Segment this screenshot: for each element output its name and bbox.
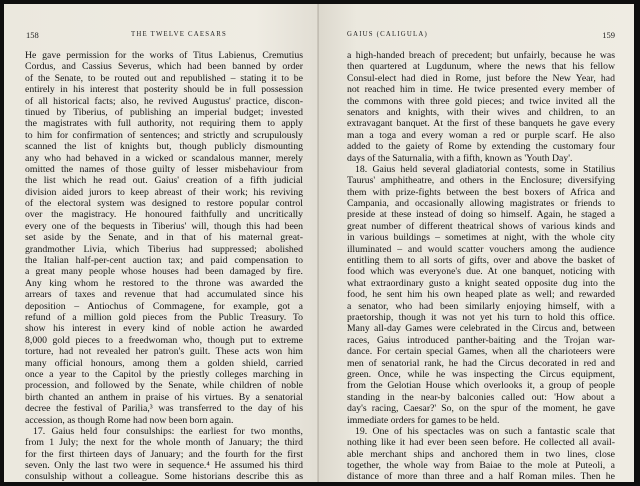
right-running-head: GAIUS (CALIGULA) bbox=[347, 31, 428, 38]
text-line: tinued by Tiberius, of publishing an imperial budget; invested bbox=[25, 106, 303, 118]
text-line: Consul-elect had died in Rome, just before the New Year, had bbox=[347, 72, 615, 84]
text-line: refund of a million gold pieces from the Public Treasury. To bbox=[25, 311, 303, 323]
text-line: the commons with three gold pieces; and twice invited all the bbox=[347, 95, 615, 107]
left-page bbox=[4, 4, 319, 482]
text-line: division aided jurors to keep abreast of their work; his reviving bbox=[25, 186, 303, 198]
text-line: men of senatorial rank, he had the Circus decorated in red and bbox=[347, 357, 615, 369]
text-line: deposition – Antiochus of Commagene, for example, got a bbox=[25, 300, 303, 312]
text-line: days of the Saturnalia, with a fifth, known as 'Youth Day'. bbox=[347, 152, 573, 164]
text-line: scanned the list of knights but, though publicly dismounting bbox=[25, 141, 303, 153]
text-line: from the Gelotian House which overlooks it, a group of people bbox=[347, 380, 615, 392]
right-page bbox=[319, 4, 634, 482]
text-line: man a toga and every woman a red or purple scarf. He also bbox=[347, 129, 615, 141]
text-line: in various buildings – sometimes at night, with the whole city bbox=[347, 232, 615, 244]
text-line: preside at these instead of doing so himself. Again, he staged a bbox=[347, 209, 615, 221]
text-line: then quartered at Lugdunum, where the news that his fellow bbox=[347, 61, 615, 73]
text-line: omitted the names of those guilty of lesser misbehaviour from bbox=[25, 163, 303, 175]
text-line: the list which he read out. Gaius' creation of a fifth judicial bbox=[25, 175, 303, 187]
text-line: standing in the near-by balconies called out: 'How about a bbox=[347, 391, 615, 403]
text-line: extravagant banquet. At the first of these banquets he gave every bbox=[347, 118, 615, 130]
text-line: 17. Gaius held four consulships: the earliest for two months, bbox=[33, 425, 303, 437]
text-line: of all historical facts; also, he revived Augustus' practice, discon- bbox=[25, 95, 303, 107]
text-line: the Italian half-per-cent auction tax; and paid compensation to bbox=[25, 255, 303, 267]
text-line: entitling them to all sorts of gifts, over and above the basket of bbox=[347, 255, 615, 267]
text-line: day's racing, Caesar?' So, on the spur of the moment, he gave bbox=[347, 403, 615, 415]
text-line: not reached him in time. He twice presented every member of bbox=[347, 84, 615, 96]
text-line: consulship without a colleague. Some historians describe this as bbox=[25, 471, 303, 482]
text-line: them with prize-fights between the best boxers of Africa and bbox=[347, 186, 615, 198]
text-line: great number of different theatrical shows of various kinds and bbox=[347, 220, 615, 232]
text-line: dance. For certain special Games, when all the charioteers were bbox=[347, 346, 615, 358]
text-line: together, the whole way from Baiae to the mole at Puteoli, a bbox=[347, 460, 615, 472]
text-line: over the magistracy. He honoured faithfully and uncritically bbox=[25, 209, 303, 221]
text-line: torture, had not revealed her patron's guilt. These acts won him bbox=[25, 346, 303, 358]
text-line: set aside by the Senate, and in that of his maternal great- bbox=[25, 232, 303, 244]
left-running-head: THE TWELVE CAESARS bbox=[131, 31, 227, 38]
text-line: 8,000 gold pieces to a freedwoman who, though put to extreme bbox=[25, 334, 303, 346]
text-line: food which was everyone's due. At one banquet, noticing with bbox=[347, 266, 615, 278]
text-line: immediate orders for games to be held. bbox=[347, 414, 500, 426]
text-line: green. Once, while he was inspecting the Circus equipment, bbox=[347, 368, 615, 380]
text-line: 19. One of his spectacles was on such a fantastic scale that bbox=[355, 425, 615, 437]
text-line: birth chanted an anthem in praise of his virtues. By a senatorial bbox=[25, 391, 303, 403]
text-line: once a year to the Capitol by the priestly colleges marching in bbox=[25, 368, 303, 380]
text-line: the magistrates with full authority, not requiring them to apply bbox=[25, 118, 303, 130]
text-line: procession, and followed by the Senate, while children of noble bbox=[25, 380, 303, 392]
text-line: what extraordinary gusto a knight seated opposite dug into the bbox=[347, 277, 615, 289]
book-spread bbox=[4, 4, 634, 482]
text-line: entirely in his interest that posterity should be in full possession bbox=[25, 84, 303, 96]
text-line: races, Gaius introduced panther-baiting and the Trojan war- bbox=[347, 334, 615, 346]
text-line: able merchant ships and anchored them in two lines, close bbox=[347, 448, 615, 460]
text-line: nothing like it had ever been seen before. He collected all avail- bbox=[347, 437, 615, 449]
text-line: of the Senate, to be routed out and republished – stating it to be bbox=[25, 72, 303, 84]
text-line: illuminated – and would scatter vouchers among the audience bbox=[347, 243, 615, 255]
text-line: any who had behaved in a wicked or scandalous manner, merely bbox=[25, 152, 303, 164]
text-line: Any king whom he restored to the throne was awarded the bbox=[25, 277, 303, 289]
text-line: food, he sent him his own heaped plate as well; and rewarded bbox=[347, 289, 615, 301]
text-line: grandmother Livia, which Tiberius had suppressed; abolished bbox=[25, 243, 303, 255]
text-line: Many all-day Games were celebrated in the Circus and, between bbox=[347, 323, 615, 335]
text-line: accession, as though Rome had now been born again. bbox=[25, 414, 234, 426]
text-line: a senator, who had been similarly enjoying himself, with a bbox=[347, 300, 615, 312]
text-line: 18. Gaius held several gladiatorial contests, some in Statilius bbox=[355, 163, 615, 175]
text-line: arrears of taxes and revenue that had accumulated since his bbox=[25, 289, 303, 301]
text-line: of the electoral system was designed to restore popular control bbox=[25, 198, 303, 210]
right-page-number: 159 bbox=[602, 30, 615, 40]
text-line: a high-handed breach of precedent; but unfairly, because he was bbox=[347, 50, 615, 61]
text-line: to him for confirmation of sentences; and strictly and scrupulously bbox=[25, 129, 303, 141]
text-line: show his interest in every kind of noble action he awarded bbox=[25, 323, 303, 335]
text-line: Cordus, and Cassius Severus, which had been banned by order bbox=[25, 61, 303, 73]
right-page-text bbox=[347, 50, 615, 482]
text-line: a great many people whose houses had been damaged by fire. bbox=[25, 266, 303, 278]
text-line: decree the festival of Parilia,³ was transferred to the day of his bbox=[25, 403, 303, 415]
left-page-text bbox=[25, 50, 303, 482]
text-line: many official honours, among them a golden shield, carried bbox=[25, 357, 303, 369]
text-line: praetorship, though it was not yet his turn to hold this office. bbox=[347, 311, 615, 323]
text-line: seven. Only the last two were in sequence.⁴ He assumed his third bbox=[25, 460, 303, 472]
text-line: distance of more than three and a half Roman miles. Then he bbox=[347, 471, 615, 482]
text-line: for the first thirteen days of January; and the fourth for the first bbox=[25, 448, 303, 460]
text-line: added to the gaiety of Rome by extending the customary four bbox=[347, 141, 615, 153]
left-page-number: 158 bbox=[26, 30, 39, 40]
text-line: senators and knights, with their wives and children, to an bbox=[347, 106, 615, 118]
text-line: every one of the bequests in Tiberius' will, though this had been bbox=[25, 220, 303, 232]
text-line: from 1 July; the next for the whole month of January; the third bbox=[25, 437, 303, 449]
text-line: Taurus' amphitheatre, and others in the Enclosure; diversifying bbox=[347, 175, 615, 187]
text-line: Campania, and occasionally allowing magistrates or friends to bbox=[347, 198, 615, 210]
text-line: He gave permission for the works of Titus Labienus, Cremutius bbox=[25, 50, 303, 61]
